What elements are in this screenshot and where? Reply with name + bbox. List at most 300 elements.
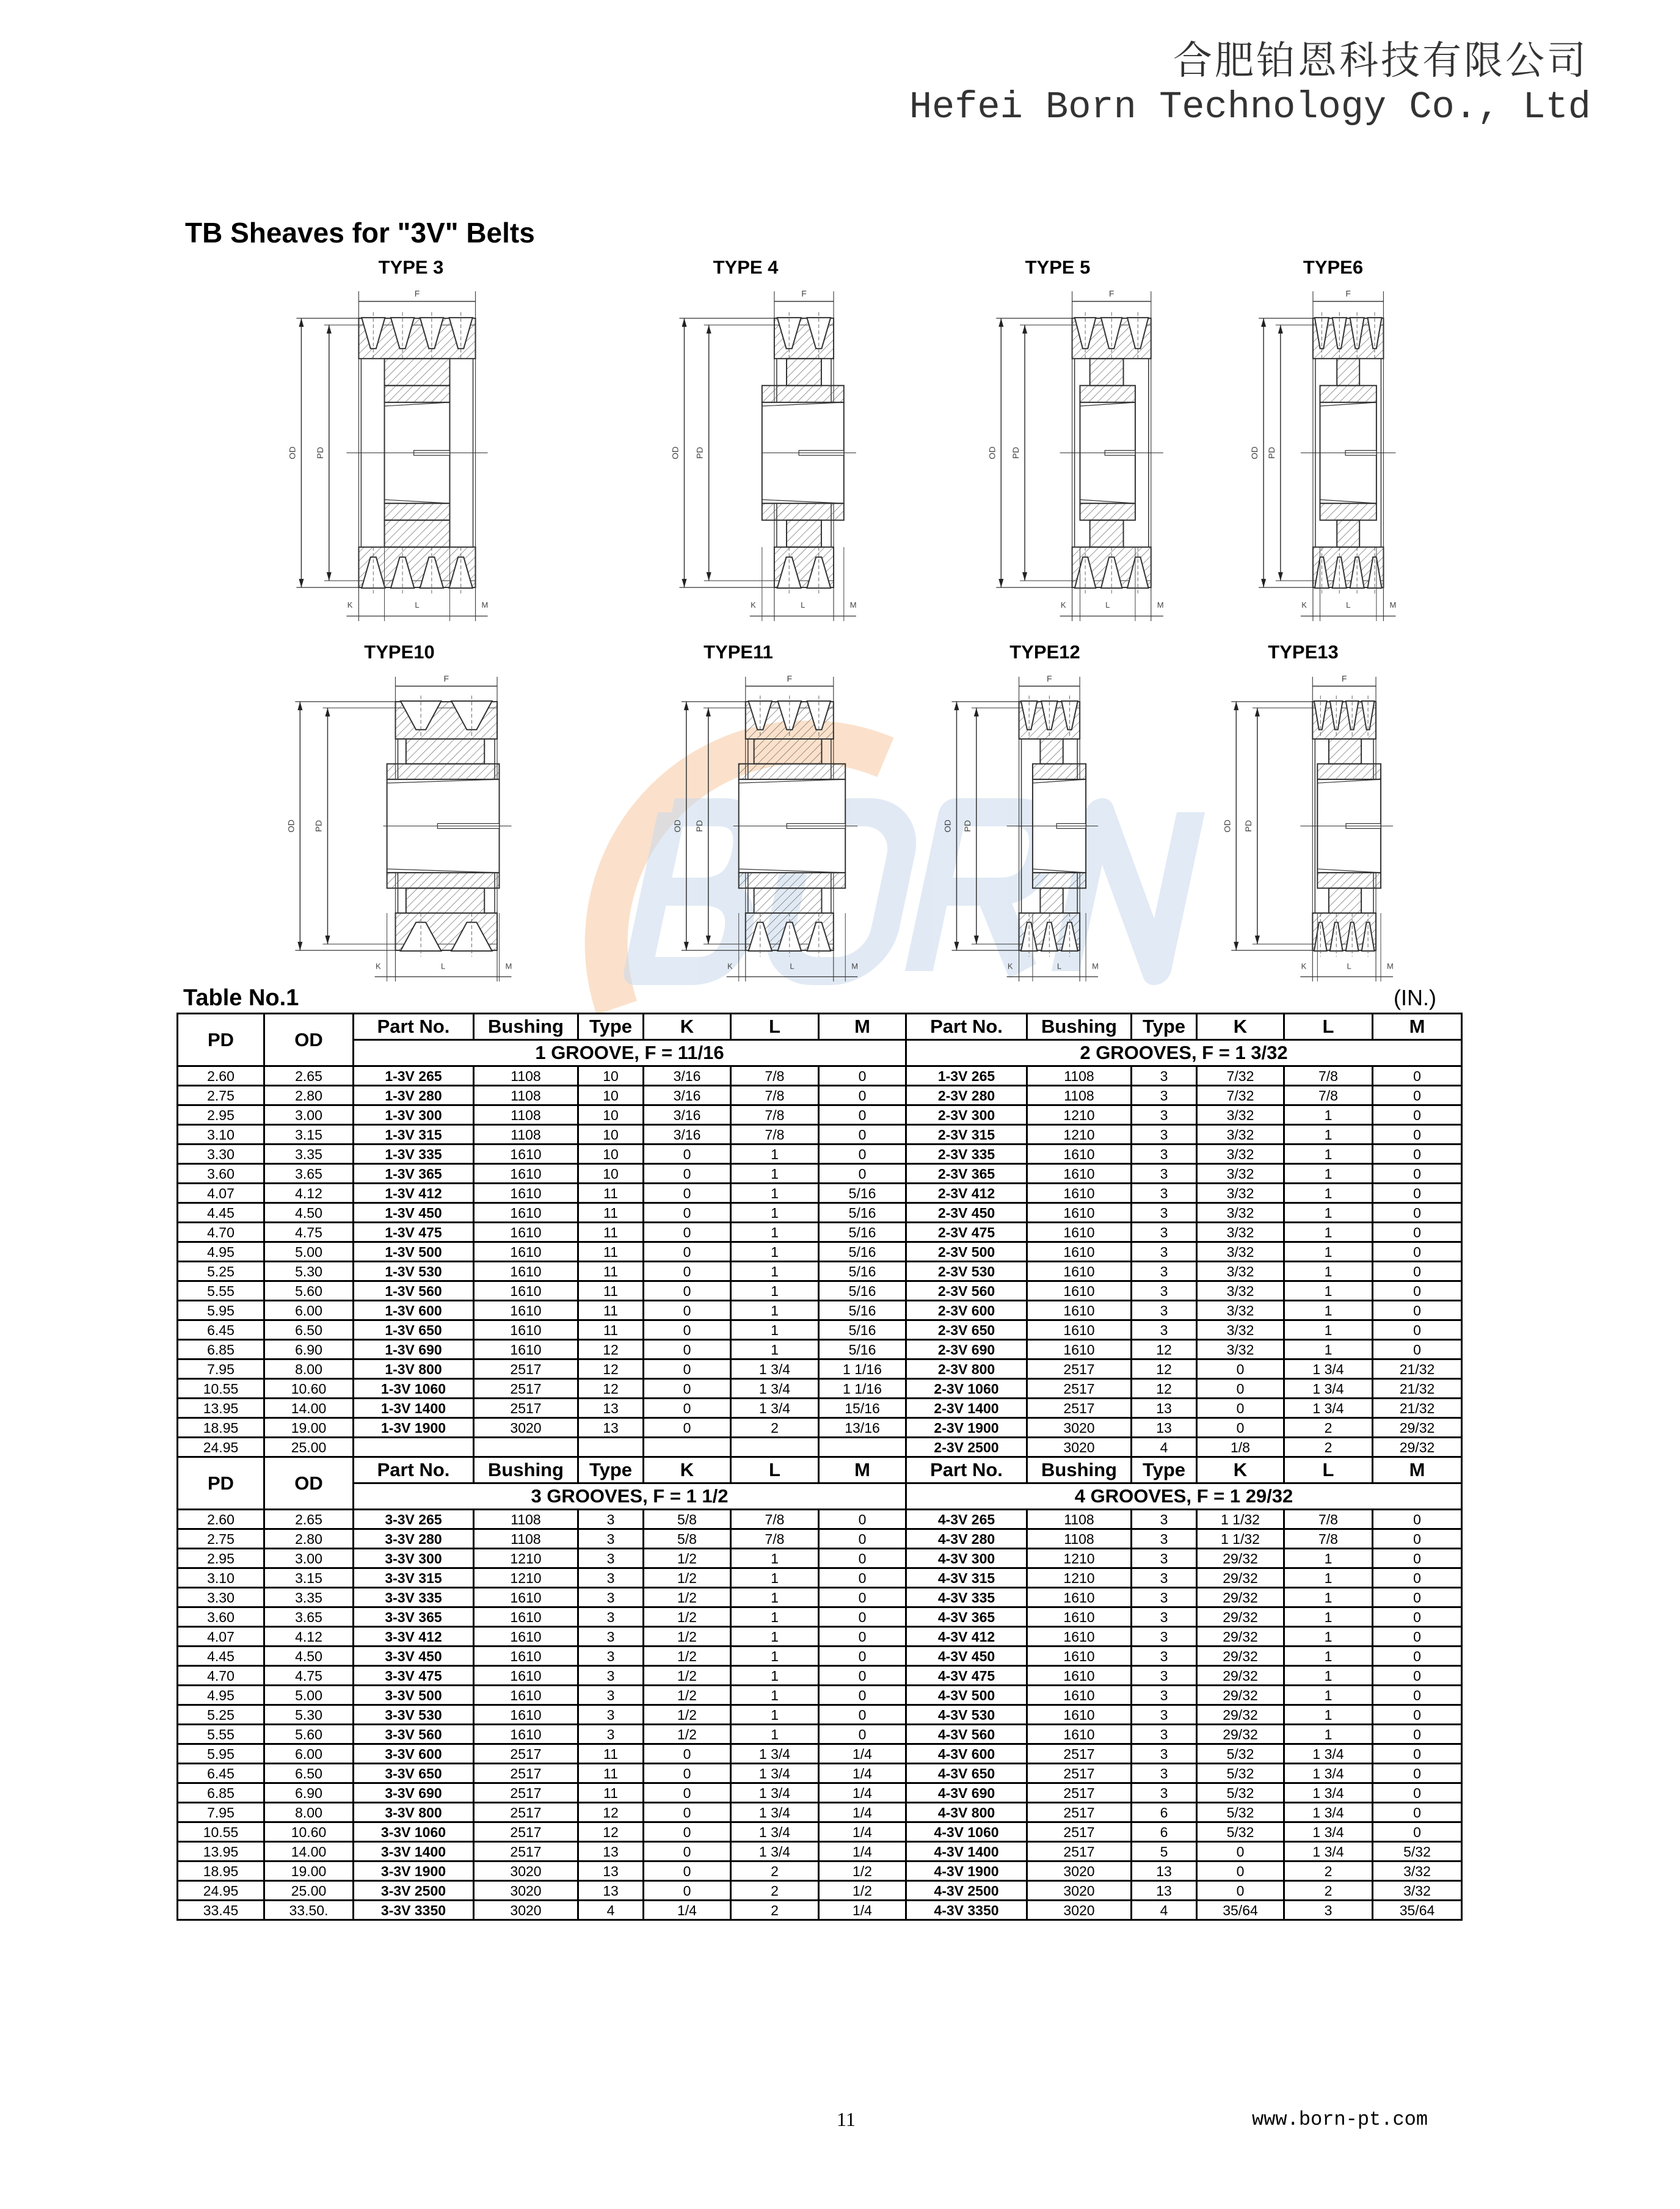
cell-m: 0 bbox=[819, 1568, 906, 1588]
table-row bbox=[178, 1588, 1462, 1607]
cell-bushing: 1610 bbox=[474, 1725, 578, 1744]
dim-label-pd: PD bbox=[1266, 446, 1276, 459]
column-header-m: M bbox=[819, 1014, 906, 1040]
cell-type: 12 bbox=[1132, 1340, 1197, 1359]
cell-type: 3 bbox=[1132, 1125, 1197, 1145]
dim-label-od: OD bbox=[1249, 446, 1260, 459]
cell-bushing: 1610 bbox=[474, 1320, 578, 1340]
cell-type: 13 bbox=[578, 1842, 644, 1861]
page-number: 11 bbox=[837, 2108, 856, 2130]
cell-l: 1 bbox=[731, 1588, 819, 1607]
cell-type: 4 bbox=[1132, 1438, 1197, 1457]
cell-l: 2 bbox=[1284, 1438, 1373, 1457]
cell-part-no: 4-3V 530 bbox=[906, 1705, 1027, 1725]
cell-part-no: 3-3V 560 bbox=[354, 1725, 474, 1744]
cell-k: 0 bbox=[1197, 1842, 1284, 1861]
dim-label-l: L bbox=[1105, 600, 1110, 610]
cell-m: 3/32 bbox=[1373, 1861, 1462, 1881]
cell-type: 3 bbox=[1132, 1686, 1197, 1705]
cell-part-no: 4-3V 335 bbox=[906, 1588, 1027, 1607]
type-10-label: TYPE10 bbox=[364, 641, 435, 663]
cell-type: 11 bbox=[578, 1783, 644, 1803]
cell-l: 1 bbox=[731, 1666, 819, 1686]
cell-bushing: 1210 bbox=[474, 1549, 578, 1568]
table-row bbox=[178, 1510, 1462, 1529]
cell-part-no: 3-3V 600 bbox=[354, 1744, 474, 1764]
cell-bushing: 2517 bbox=[474, 1379, 578, 1399]
cell-od: 25.00 bbox=[264, 1881, 354, 1901]
cell-part-no: 1-3V 475 bbox=[354, 1223, 474, 1242]
cell-k: 1/2 bbox=[644, 1588, 731, 1607]
cell-l: 1 bbox=[1284, 1125, 1373, 1145]
cell-type: 11 bbox=[578, 1223, 644, 1242]
cell-l: 7/8 bbox=[1284, 1086, 1373, 1105]
dim-label-l: L bbox=[1056, 961, 1062, 971]
groove-group-row bbox=[178, 1483, 1462, 1510]
column-header-bushing: Bushing bbox=[474, 1457, 578, 1483]
cell-k: 29/32 bbox=[1197, 1686, 1284, 1705]
cell-k: 1/2 bbox=[644, 1627, 731, 1647]
cell-od: 5.30 bbox=[264, 1262, 354, 1281]
cell-part-no: 3-3V 280 bbox=[354, 1529, 474, 1549]
cell-l: 1 bbox=[1284, 1164, 1373, 1184]
type-12-label: TYPE12 bbox=[1009, 641, 1080, 663]
cell-type: 6 bbox=[1132, 1822, 1197, 1842]
cell-pd: 3.30 bbox=[178, 1145, 264, 1164]
cell-part-no: 1-3V 1060 bbox=[354, 1379, 474, 1399]
cell-type: 12 bbox=[1132, 1359, 1197, 1379]
column-header-type: Type bbox=[578, 1014, 644, 1040]
cell-part-no: 4-3V 560 bbox=[906, 1725, 1027, 1744]
sheave-cross-section bbox=[672, 671, 859, 981]
cell-k: 29/32 bbox=[1197, 1607, 1284, 1627]
cell-part-no: 4-3V 500 bbox=[906, 1686, 1027, 1705]
cell-l: 1 3/4 bbox=[1284, 1764, 1373, 1783]
cell-m: 0 bbox=[819, 1145, 906, 1164]
table-row bbox=[178, 1861, 1462, 1881]
cell-part-no: 4-3V 650 bbox=[906, 1764, 1027, 1783]
cell-m: 0 bbox=[1373, 1705, 1462, 1725]
cell-m: 0 bbox=[1373, 1510, 1462, 1529]
cell-m: 0 bbox=[1373, 1340, 1462, 1359]
cell-type: 3 bbox=[1132, 1203, 1197, 1223]
cell-k: 3/16 bbox=[644, 1125, 731, 1145]
cell-k: 0 bbox=[1197, 1379, 1284, 1399]
cell-m: 0 bbox=[1373, 1647, 1462, 1666]
cell-part-no: 1-3V 800 bbox=[354, 1359, 474, 1379]
cell-l: 1 bbox=[1284, 1549, 1373, 1568]
cell-bushing: 3020 bbox=[1027, 1901, 1132, 1920]
cell-bushing: 3020 bbox=[1027, 1438, 1132, 1457]
cell-l: 1 bbox=[731, 1320, 819, 1340]
cell-m: 1/4 bbox=[819, 1803, 906, 1822]
table-row bbox=[178, 1744, 1462, 1764]
cell-part-no: 4-3V 450 bbox=[906, 1647, 1027, 1666]
column-header-k: K bbox=[1197, 1457, 1284, 1483]
cell-m: 5/16 bbox=[819, 1203, 906, 1223]
dim-label-f: F bbox=[787, 673, 793, 683]
cell-part-no: 1-3V 412 bbox=[354, 1184, 474, 1203]
cell-part-no: 3-3V 1060 bbox=[354, 1822, 474, 1842]
cell-l: 2 bbox=[1284, 1418, 1373, 1438]
dim-label-k: K bbox=[1007, 961, 1013, 971]
cell-type: 5 bbox=[1132, 1842, 1197, 1861]
dim-label-k: K bbox=[347, 600, 353, 610]
cell-l: 1 3/4 bbox=[731, 1822, 819, 1842]
column-header-l: L bbox=[731, 1014, 819, 1040]
cell-part-no: 2-3V 650 bbox=[906, 1320, 1027, 1340]
table-row bbox=[178, 1105, 1462, 1125]
cell-m: 0 bbox=[1373, 1242, 1462, 1262]
cell-l: 1 bbox=[1284, 1627, 1373, 1647]
cell-od: 3.00 bbox=[264, 1549, 354, 1568]
cell-m: 0 bbox=[1373, 1607, 1462, 1627]
cell-k: 5/32 bbox=[1197, 1744, 1284, 1764]
cell-bushing: 1610 bbox=[1027, 1320, 1132, 1340]
cell-bushing: 1210 bbox=[1027, 1125, 1132, 1145]
cell-od: 10.60 bbox=[264, 1822, 354, 1842]
cell-l: 1 bbox=[731, 1262, 819, 1281]
cell-part-no: 1-3V 265 bbox=[906, 1066, 1027, 1086]
cell-pd: 2.95 bbox=[178, 1549, 264, 1568]
column-header-partno: Part No. bbox=[354, 1014, 474, 1040]
dim-label-f: F bbox=[1341, 673, 1347, 683]
cell-bushing: 1610 bbox=[1027, 1666, 1132, 1686]
cell-od: 14.00 bbox=[264, 1842, 354, 1861]
table-row bbox=[178, 1242, 1462, 1262]
cell-part-no: 1-3V 500 bbox=[354, 1242, 474, 1262]
cell-k: 3/32 bbox=[1197, 1242, 1284, 1262]
cell-bushing: 2517 bbox=[1027, 1783, 1132, 1803]
column-header-m: M bbox=[819, 1457, 906, 1483]
cell-k: 0 bbox=[644, 1379, 731, 1399]
cell-l: 2 bbox=[731, 1861, 819, 1881]
column-header-pd: PD bbox=[178, 1014, 264, 1066]
cell-l: 1 3/4 bbox=[1284, 1803, 1373, 1822]
cell-k: 1 1/32 bbox=[1197, 1529, 1284, 1549]
cell-pd: 4.45 bbox=[178, 1203, 264, 1223]
cell-m: 0 bbox=[1373, 1588, 1462, 1607]
cell-m: 21/32 bbox=[1373, 1359, 1462, 1379]
cell-type: 10 bbox=[578, 1086, 644, 1105]
cell-bushing: 1610 bbox=[474, 1705, 578, 1725]
cell-od: 3.15 bbox=[264, 1568, 354, 1588]
cell-bushing: 1610 bbox=[474, 1627, 578, 1647]
cell-part-no: 3-3V 690 bbox=[354, 1783, 474, 1803]
cell-od: 6.50 bbox=[264, 1764, 354, 1783]
cell-m: 0 bbox=[1373, 1666, 1462, 1686]
cell-m: 0 bbox=[819, 1529, 906, 1549]
cell-part-no: 4-3V 475 bbox=[906, 1666, 1027, 1686]
cell-m: 0 bbox=[819, 1549, 906, 1568]
cell-m: 0 bbox=[1373, 1725, 1462, 1744]
type-13-sheave-drawing bbox=[1222, 671, 1394, 981]
cell-bushing: 1610 bbox=[474, 1223, 578, 1242]
cell-m: 0 bbox=[1373, 1203, 1462, 1223]
cell-pd: 2.60 bbox=[178, 1066, 264, 1086]
cell-m: 0 bbox=[1373, 1262, 1462, 1281]
cell-l: 1 bbox=[731, 1184, 819, 1203]
dim-label-f: F bbox=[443, 673, 449, 683]
cell-m: 0 bbox=[1373, 1764, 1462, 1783]
dim-label-pd: PD bbox=[1011, 446, 1021, 459]
cell-l: 1 bbox=[731, 1725, 819, 1744]
cell-m: 0 bbox=[819, 1164, 906, 1184]
cell-m: 0 bbox=[1373, 1549, 1462, 1568]
cell-m: 1/2 bbox=[819, 1881, 906, 1901]
cell-part-no: 2-3V 1060 bbox=[906, 1379, 1027, 1399]
cell-type: 11 bbox=[578, 1744, 644, 1764]
cell-l: 1 bbox=[731, 1686, 819, 1705]
cell-m: 0 bbox=[819, 1725, 906, 1744]
table-row bbox=[178, 1686, 1462, 1705]
cell-k: 0 bbox=[1197, 1399, 1284, 1418]
cell-type: 3 bbox=[1132, 1783, 1197, 1803]
cell-pd: 4.95 bbox=[178, 1686, 264, 1705]
table-row bbox=[178, 1262, 1462, 1281]
sheave-cross-section bbox=[942, 671, 1101, 981]
cell-k: 7/32 bbox=[1197, 1086, 1284, 1105]
cell-type: 3 bbox=[1132, 1529, 1197, 1549]
cell-l: 1 bbox=[1284, 1105, 1373, 1125]
cell-k: 3/32 bbox=[1197, 1105, 1284, 1125]
cell-bushing: 1210 bbox=[1027, 1105, 1132, 1125]
table-row bbox=[178, 1145, 1462, 1164]
cell-k: 0 bbox=[644, 1242, 731, 1262]
cell-part-no: 1-3V 315 bbox=[354, 1125, 474, 1145]
cell-k: 0 bbox=[644, 1418, 731, 1438]
cell-k: 5/32 bbox=[1197, 1764, 1284, 1783]
cell-k: 29/32 bbox=[1197, 1725, 1284, 1744]
cell-m: 0 bbox=[1373, 1627, 1462, 1647]
table-row bbox=[178, 1066, 1462, 1086]
cell-l: 1 bbox=[731, 1340, 819, 1359]
table-row bbox=[178, 1320, 1462, 1340]
cell-bushing: 2517 bbox=[474, 1359, 578, 1379]
cell-part-no: 3-3V 412 bbox=[354, 1627, 474, 1647]
cell-bushing: 1610 bbox=[474, 1666, 578, 1686]
cell-bushing: 3020 bbox=[474, 1418, 578, 1438]
cell-l: 1 bbox=[1284, 1340, 1373, 1359]
cell-od: 4.75 bbox=[264, 1666, 354, 1686]
cell-m: 0 bbox=[1373, 1281, 1462, 1301]
cell-k: 7/32 bbox=[1197, 1066, 1284, 1086]
cell-k: 5/32 bbox=[1197, 1822, 1284, 1842]
cell-od: 8.00 bbox=[264, 1359, 354, 1379]
cell-k: 5/32 bbox=[1197, 1783, 1284, 1803]
cell-m: 21/32 bbox=[1373, 1379, 1462, 1399]
cell-l: 7/8 bbox=[731, 1510, 819, 1529]
cell-bushing: 3020 bbox=[474, 1901, 578, 1920]
cell-part-no: 1-3V 1400 bbox=[354, 1399, 474, 1418]
dim-label-f: F bbox=[1345, 288, 1351, 299]
cell-type: 3 bbox=[1132, 1510, 1197, 1529]
cell-bushing: 1610 bbox=[1027, 1588, 1132, 1607]
cell-type: 3 bbox=[1132, 1281, 1197, 1301]
cell-bushing: 3020 bbox=[474, 1881, 578, 1901]
cell-m: 0 bbox=[1373, 1803, 1462, 1822]
cell-bushing: 2517 bbox=[474, 1399, 578, 1418]
cell-m: 0 bbox=[1373, 1066, 1462, 1086]
cell-k: 3/32 bbox=[1197, 1164, 1284, 1184]
cell-bushing: 1610 bbox=[474, 1281, 578, 1301]
cell-l: 1 3/4 bbox=[731, 1803, 819, 1822]
table-row bbox=[178, 1418, 1462, 1438]
cell-l: 1 bbox=[1284, 1588, 1373, 1607]
cell-bushing: 2517 bbox=[474, 1783, 578, 1803]
type-10-sheave-drawing bbox=[286, 671, 512, 981]
cell-part-no: 2-3V 412 bbox=[906, 1184, 1027, 1203]
cell-l: 2 bbox=[731, 1901, 819, 1920]
table-row bbox=[178, 1803, 1462, 1822]
cell-type: 10 bbox=[578, 1164, 644, 1184]
cell-k: 0 bbox=[644, 1320, 731, 1340]
cell-part-no: 1-3V 1900 bbox=[354, 1418, 474, 1438]
table-row bbox=[178, 1529, 1462, 1549]
table-row bbox=[178, 1164, 1462, 1184]
column-header-od: OD bbox=[264, 1457, 354, 1510]
cell-l: 1 3/4 bbox=[731, 1359, 819, 1379]
cell-od: 6.00 bbox=[264, 1744, 354, 1764]
cell-type: 11 bbox=[578, 1764, 644, 1783]
cell-l: 1 bbox=[731, 1568, 819, 1588]
cell-l: 1 bbox=[1284, 1320, 1373, 1340]
cell-pd: 2.60 bbox=[178, 1510, 264, 1529]
type-5-label: TYPE 5 bbox=[1025, 257, 1091, 278]
cell-type: 11 bbox=[578, 1320, 644, 1340]
cell-type: 11 bbox=[578, 1301, 644, 1320]
cell-k: 3/16 bbox=[644, 1086, 731, 1105]
type-11-sheave-drawing bbox=[672, 671, 859, 981]
cell-type: 3 bbox=[1132, 1588, 1197, 1607]
cell-l: 1 bbox=[731, 1301, 819, 1320]
groove-group-label: 3 GROOVES, F = 1 1/2 bbox=[354, 1483, 906, 1510]
table-header-row bbox=[178, 1457, 1462, 1483]
cell-k: 0 bbox=[644, 1881, 731, 1901]
cell-k: 0 bbox=[644, 1203, 731, 1223]
cell-m: 5/16 bbox=[819, 1223, 906, 1242]
cell-l: 7/8 bbox=[731, 1125, 819, 1145]
cell-k: 0 bbox=[644, 1822, 731, 1842]
type-12-sheave-drawing bbox=[942, 671, 1101, 981]
table-row bbox=[178, 1705, 1462, 1725]
column-header-partno: Part No. bbox=[906, 1014, 1027, 1040]
cell-l: 1 bbox=[1284, 1145, 1373, 1164]
cell-m: 1 1/16 bbox=[819, 1379, 906, 1399]
column-header-m: M bbox=[1373, 1014, 1462, 1040]
dim-label-l: L bbox=[801, 600, 805, 610]
cell-m: 1/4 bbox=[819, 1764, 906, 1783]
cell-bushing: 1108 bbox=[474, 1529, 578, 1549]
type-6-sheave-drawing bbox=[1249, 285, 1397, 621]
cell-m: 0 bbox=[819, 1647, 906, 1666]
cell-type: 3 bbox=[578, 1588, 644, 1607]
column-header-type: Type bbox=[578, 1457, 644, 1483]
cell-type: 3 bbox=[578, 1549, 644, 1568]
dim-label-f: F bbox=[414, 288, 420, 299]
cell-pd: 33.45 bbox=[178, 1901, 264, 1920]
cell-bushing: 1610 bbox=[474, 1203, 578, 1223]
cell-type: 3 bbox=[1132, 1744, 1197, 1764]
cell-part-no: 3-3V 3350 bbox=[354, 1901, 474, 1920]
cell-l: 7/8 bbox=[731, 1066, 819, 1086]
cell-m: 5/16 bbox=[819, 1262, 906, 1281]
cell-bushing: 2517 bbox=[1027, 1822, 1132, 1842]
cell-pd: 5.25 bbox=[178, 1262, 264, 1281]
cell-bushing: 1610 bbox=[1027, 1647, 1132, 1666]
table-row bbox=[178, 1549, 1462, 1568]
cell-type: 3 bbox=[578, 1647, 644, 1666]
cell-part-no: 1-3V 560 bbox=[354, 1281, 474, 1301]
cell-l: 2 bbox=[731, 1418, 819, 1438]
cell-pd: 4.07 bbox=[178, 1627, 264, 1647]
dim-label-k: K bbox=[375, 961, 381, 971]
cell-type: 13 bbox=[578, 1881, 644, 1901]
cell-k: 29/32 bbox=[1197, 1647, 1284, 1666]
table-row bbox=[178, 1627, 1462, 1647]
cell-l: 1 bbox=[1284, 1607, 1373, 1627]
cell-part-no: 4-3V 280 bbox=[906, 1529, 1027, 1549]
cell-bushing: 1610 bbox=[1027, 1203, 1132, 1223]
cell-l: 1 3/4 bbox=[731, 1399, 819, 1418]
cell-m: 5/16 bbox=[819, 1242, 906, 1262]
cell-k: 0 bbox=[644, 1359, 731, 1379]
cell-type: 3 bbox=[578, 1627, 644, 1647]
cell-type: 3 bbox=[578, 1529, 644, 1549]
cell-bushing: 3020 bbox=[1027, 1418, 1132, 1438]
table-row bbox=[178, 1568, 1462, 1588]
cell-k: 3/32 bbox=[1197, 1223, 1284, 1242]
cell-m: 5/16 bbox=[819, 1281, 906, 1301]
column-header-l: L bbox=[1284, 1014, 1373, 1040]
cell-part-no: 3-3V 530 bbox=[354, 1705, 474, 1725]
column-header-partno: Part No. bbox=[354, 1457, 474, 1483]
cell-bushing: 1610 bbox=[474, 1588, 578, 1607]
cell-m: 5/16 bbox=[819, 1184, 906, 1203]
dim-label-pd: PD bbox=[1243, 820, 1253, 832]
table-label: Table No.1 bbox=[183, 985, 299, 1011]
cell-od: 3.35 bbox=[264, 1145, 354, 1164]
table-header-row bbox=[178, 1014, 1462, 1040]
cell-type: 3 bbox=[1132, 1184, 1197, 1203]
table-row bbox=[178, 1203, 1462, 1223]
cell-l: 1 bbox=[731, 1647, 819, 1666]
cell-type: 3 bbox=[578, 1686, 644, 1705]
cell-type: 11 bbox=[578, 1262, 644, 1281]
type-6-label: TYPE6 bbox=[1303, 257, 1364, 278]
cell-type: 12 bbox=[1132, 1379, 1197, 1399]
cell-k: 1/2 bbox=[644, 1607, 731, 1627]
cell-bushing: 1108 bbox=[474, 1066, 578, 1086]
cell-l: 1 bbox=[731, 1223, 819, 1242]
cell-part-no: 4-3V 412 bbox=[906, 1627, 1027, 1647]
type-5-sheave-drawing bbox=[981, 285, 1179, 621]
cell-bushing: 2517 bbox=[1027, 1764, 1132, 1783]
cell-bushing: 1610 bbox=[1027, 1281, 1132, 1301]
cell-l: 1 3/4 bbox=[731, 1764, 819, 1783]
cell-type: 13 bbox=[1132, 1418, 1197, 1438]
cell-type: 3 bbox=[1132, 1223, 1197, 1242]
cell-part-no: 3-3V 2500 bbox=[354, 1881, 474, 1901]
cell-pd: 18.95 bbox=[178, 1861, 264, 1881]
cell-bushing: 3020 bbox=[1027, 1861, 1132, 1881]
cell-type: 3 bbox=[1132, 1627, 1197, 1647]
cell-l: 1 bbox=[1284, 1686, 1373, 1705]
type-3-sheave-drawing bbox=[289, 285, 487, 621]
cell-l: 7/8 bbox=[1284, 1529, 1373, 1549]
cell-m: 3/32 bbox=[1373, 1881, 1462, 1901]
dim-label-pd: PD bbox=[694, 446, 705, 459]
